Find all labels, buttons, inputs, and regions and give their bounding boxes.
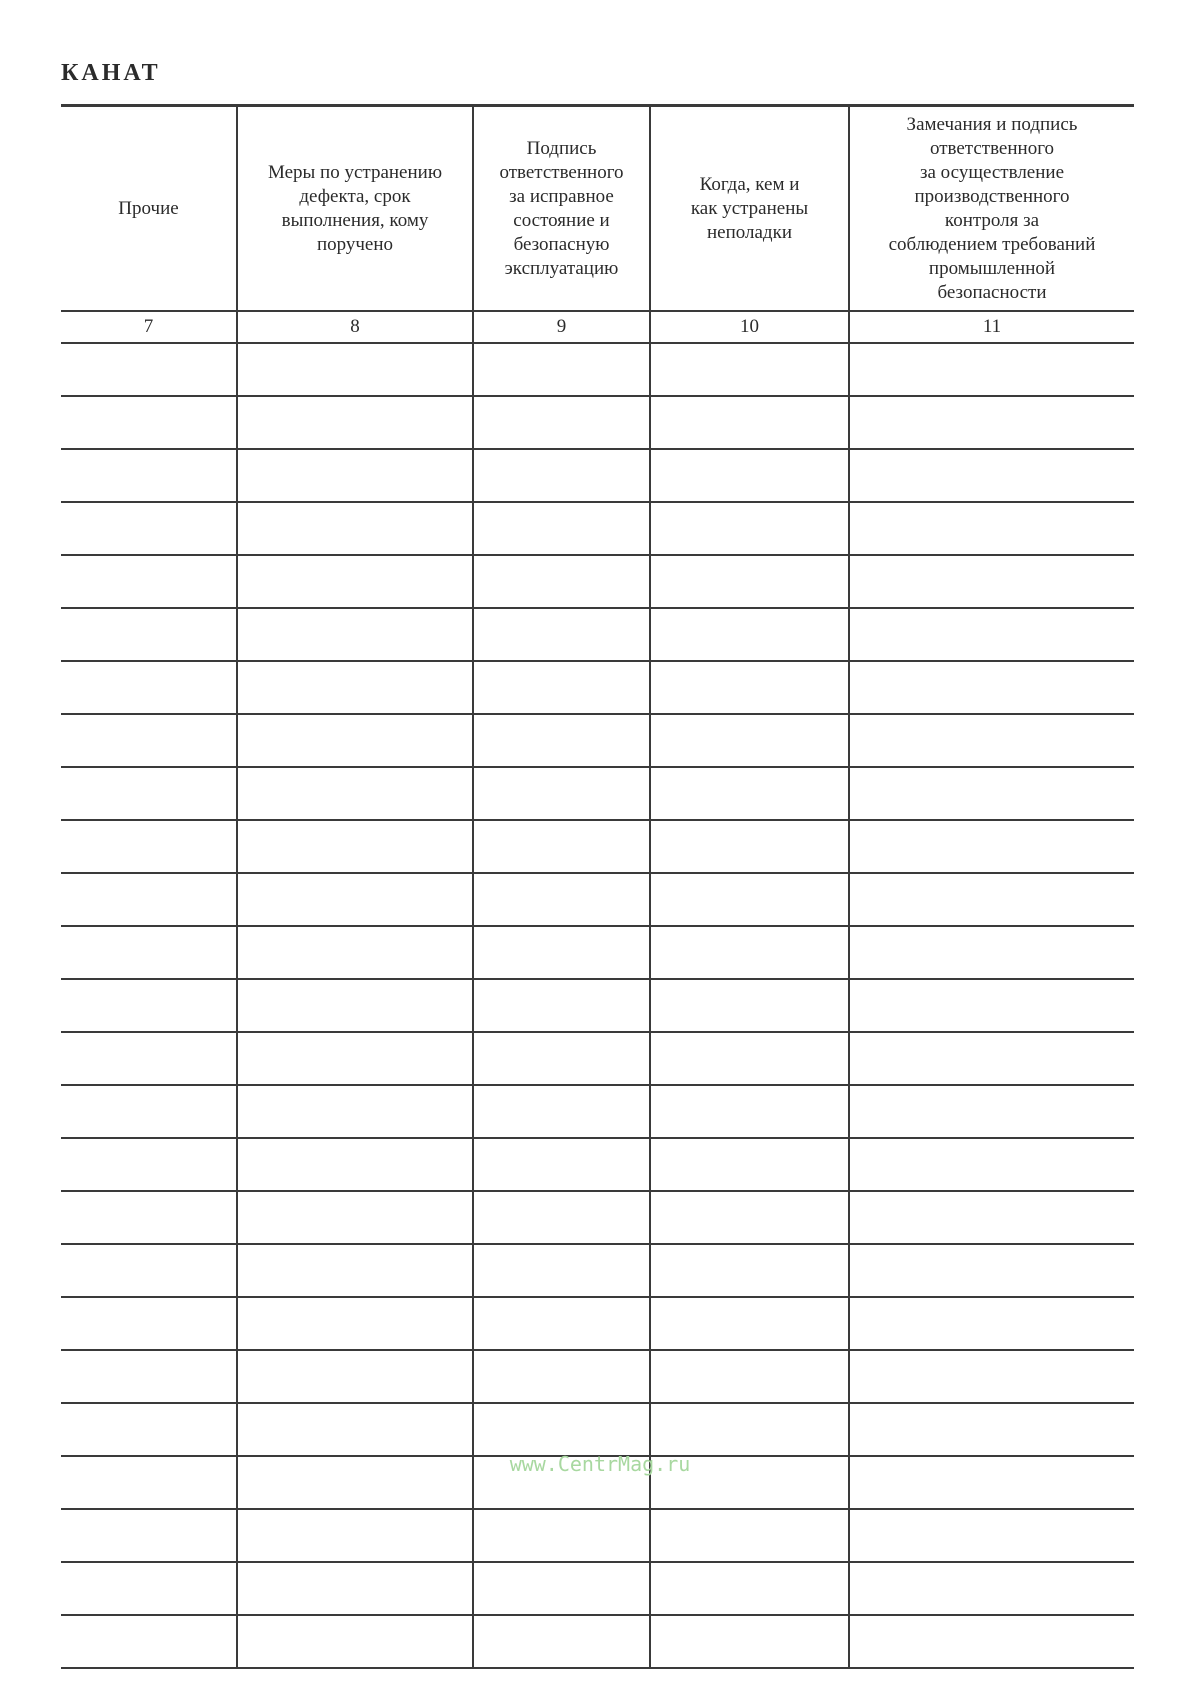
table-cell [237, 1350, 473, 1403]
table-cell [473, 1032, 650, 1085]
table-cell [61, 1562, 237, 1615]
table-header-row [61, 106, 1134, 312]
table-cell [237, 820, 473, 873]
table-cell [650, 661, 849, 714]
table-cell [473, 1403, 650, 1456]
table-row [61, 396, 1134, 449]
table-cell [473, 343, 650, 396]
table-cell [237, 1562, 473, 1615]
table-cell [61, 449, 237, 502]
table-cell [61, 1297, 237, 1350]
table-cell [61, 1244, 237, 1297]
table-cell [650, 714, 849, 767]
watermark: www.CentrMag.ru [509, 1452, 691, 1476]
table-row [61, 343, 1134, 396]
column-number: 10 [650, 311, 849, 343]
table-row [61, 1191, 1134, 1244]
table-cell [849, 343, 1134, 396]
table-cell [237, 926, 473, 979]
table-cell [61, 502, 237, 555]
table-cell [473, 926, 650, 979]
table-cell [650, 1032, 849, 1085]
column-number-row [61, 311, 1134, 343]
table-row [61, 767, 1134, 820]
table-cell [61, 661, 237, 714]
table-cell [61, 767, 237, 820]
table-cell [237, 1456, 473, 1509]
table-cell [650, 1562, 849, 1615]
table-cell [849, 1244, 1134, 1297]
table-cell [61, 1403, 237, 1456]
table-cell [473, 1138, 650, 1191]
table-row [61, 1456, 1134, 1509]
table-cell [61, 926, 237, 979]
table-row [61, 979, 1134, 1032]
table-cell [849, 767, 1134, 820]
table-cell [61, 608, 237, 661]
table-cell [650, 1509, 849, 1562]
table-cell [61, 873, 237, 926]
table-cell [650, 1191, 849, 1244]
column-header-resolution: Когда, кем и как устранены неполадки [650, 106, 849, 312]
table-cell [237, 555, 473, 608]
table-cell [650, 555, 849, 608]
table-cell [849, 502, 1134, 555]
column-number: 11 [849, 311, 1134, 343]
table-cell [849, 1403, 1134, 1456]
table-cell [237, 396, 473, 449]
table-cell [473, 873, 650, 926]
table-cell [61, 820, 237, 873]
table-cell [650, 767, 849, 820]
table-row [61, 449, 1134, 502]
table-cell [473, 1244, 650, 1297]
table-cell [61, 1509, 237, 1562]
table-cell [650, 1138, 849, 1191]
table-cell [849, 661, 1134, 714]
table-row [61, 1350, 1134, 1403]
table-row [61, 1085, 1134, 1138]
table-cell [61, 1456, 237, 1509]
table-cell [849, 820, 1134, 873]
table-cell [237, 1509, 473, 1562]
section-title: КАНАТ [61, 60, 161, 86]
table-cell [473, 1191, 650, 1244]
table-cell [650, 1085, 849, 1138]
table-cell [61, 1350, 237, 1403]
table-cell [237, 1615, 473, 1668]
table-row [61, 608, 1134, 661]
column-header-remarks: Замечания и подпись ответственного за осуществление производственного контроля за соблюдением требований промышленной безопасности [849, 106, 1134, 312]
table-cell [650, 502, 849, 555]
table-row [61, 873, 1134, 926]
table-cell [849, 1191, 1134, 1244]
table-cell [61, 1032, 237, 1085]
table-cell [650, 820, 849, 873]
table-cell [650, 1403, 849, 1456]
column-number: 9 [473, 311, 650, 343]
table-cell [237, 608, 473, 661]
table-cell [650, 1456, 849, 1509]
table-cell [237, 979, 473, 1032]
table-cell [473, 979, 650, 1032]
table-cell [650, 979, 849, 1032]
table-body [61, 343, 1134, 1668]
table-cell [849, 1562, 1134, 1615]
table-cell [849, 926, 1134, 979]
table-cell [473, 1456, 650, 1509]
table-cell [237, 449, 473, 502]
table-cell [237, 1191, 473, 1244]
table-cell [849, 1456, 1134, 1509]
table-cell [849, 1085, 1134, 1138]
table-row [61, 714, 1134, 767]
table-cell [650, 396, 849, 449]
table-row [61, 1244, 1134, 1297]
table-row [61, 502, 1134, 555]
table-cell [237, 714, 473, 767]
table-cell [473, 1509, 650, 1562]
table-cell [473, 1297, 650, 1350]
table-cell [849, 714, 1134, 767]
table-cell [61, 1138, 237, 1191]
table-row [61, 1615, 1134, 1668]
table-cell [237, 1297, 473, 1350]
defect-log-table [61, 104, 1134, 1669]
table-cell [473, 767, 650, 820]
table-cell [849, 873, 1134, 926]
table-cell [473, 661, 650, 714]
table-cell [650, 608, 849, 661]
table-row [61, 661, 1134, 714]
table-row [61, 1403, 1134, 1456]
table-cell [61, 714, 237, 767]
table-row [61, 1562, 1134, 1615]
table-cell [237, 661, 473, 714]
table-cell [849, 555, 1134, 608]
table-cell [650, 449, 849, 502]
table-cell [237, 1085, 473, 1138]
table-cell [61, 343, 237, 396]
table-cell [473, 449, 650, 502]
column-number: 7 [61, 311, 237, 343]
table-cell [849, 608, 1134, 661]
table-cell [473, 1085, 650, 1138]
table-cell [473, 1615, 650, 1668]
table-row [61, 1138, 1134, 1191]
table-row [61, 1032, 1134, 1085]
table-cell [849, 396, 1134, 449]
table-cell [650, 1244, 849, 1297]
table-row [61, 926, 1134, 979]
table-cell [61, 1191, 237, 1244]
table-cell [849, 1032, 1134, 1085]
table-cell [237, 1138, 473, 1191]
table-cell [473, 396, 650, 449]
table-cell [237, 1403, 473, 1456]
table-cell [849, 1615, 1134, 1668]
table-cell [849, 449, 1134, 502]
table-cell [473, 1562, 650, 1615]
table-cell [650, 1350, 849, 1403]
table-cell [473, 608, 650, 661]
table-cell [473, 502, 650, 555]
table-cell [473, 714, 650, 767]
column-number: 8 [237, 311, 473, 343]
table-cell [473, 1350, 650, 1403]
table-cell [61, 396, 237, 449]
table-row [61, 820, 1134, 873]
table-row [61, 1509, 1134, 1562]
table-cell [237, 1032, 473, 1085]
table-cell [237, 1244, 473, 1297]
table-cell [650, 1615, 849, 1668]
table-cell [650, 873, 849, 926]
table-row [61, 1297, 1134, 1350]
table-cell [650, 1297, 849, 1350]
table-cell [237, 873, 473, 926]
table-row [61, 555, 1134, 608]
table-cell [61, 979, 237, 1032]
table-cell [473, 820, 650, 873]
table-cell [237, 767, 473, 820]
table-cell [237, 343, 473, 396]
table-cell [650, 926, 849, 979]
column-header-measures: Меры по устранению дефекта, срок выполнения, кому поручено [237, 106, 473, 312]
table-cell [473, 555, 650, 608]
table-cell [849, 979, 1134, 1032]
table-cell [650, 343, 849, 396]
table-cell [61, 555, 237, 608]
table-cell [237, 502, 473, 555]
table-cell [61, 1615, 237, 1668]
column-header-responsible-signature: Подпись ответственного за исправное состояние и безопасную эксплуатацию [473, 106, 650, 312]
table-cell [849, 1509, 1134, 1562]
table-cell [849, 1297, 1134, 1350]
column-header-other: Прочие [61, 106, 237, 312]
table-cell [849, 1138, 1134, 1191]
table-cell [849, 1350, 1134, 1403]
table-cell [61, 1085, 237, 1138]
